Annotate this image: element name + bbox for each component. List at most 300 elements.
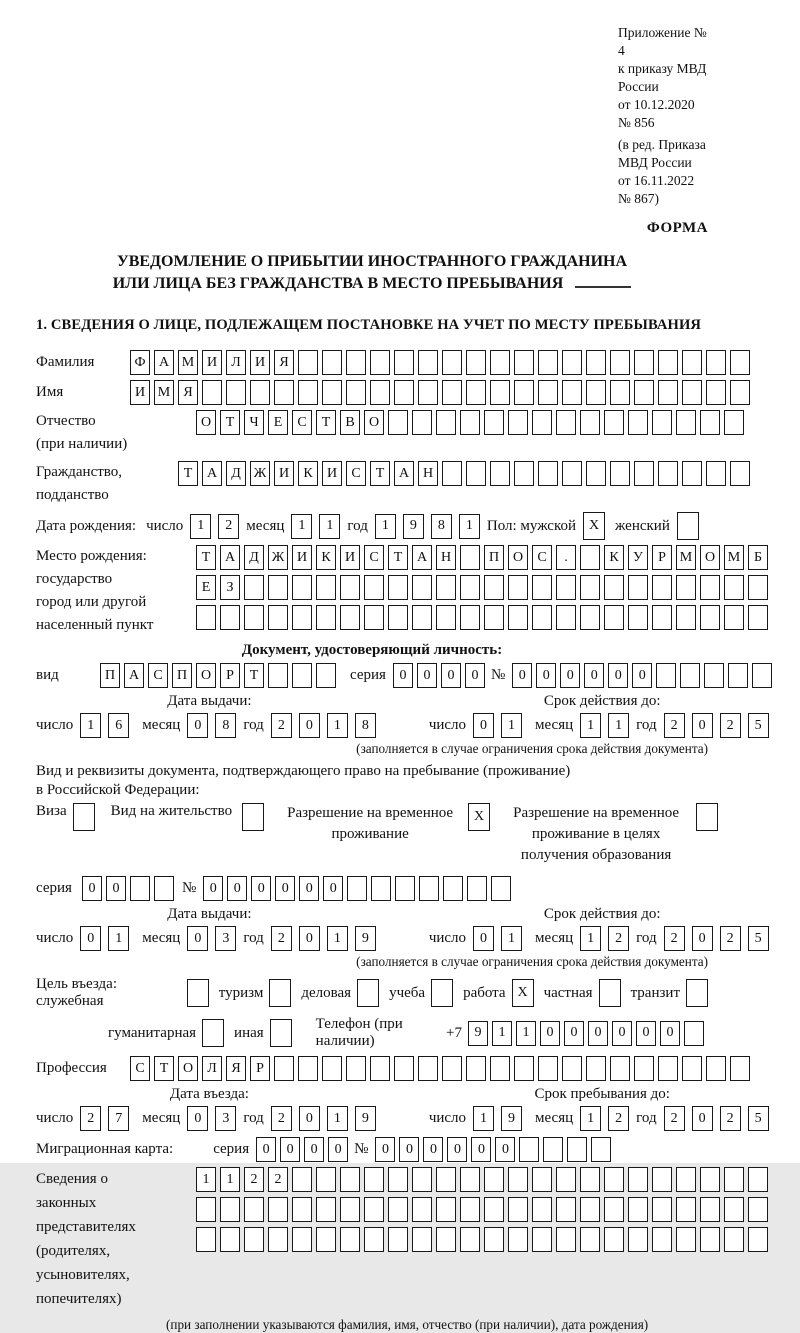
char-cell[interactable] (700, 605, 720, 630)
char-cell[interactable]: 0 (251, 876, 271, 901)
char-cell[interactable]: 2 (720, 1106, 741, 1131)
char-cell[interactable] (242, 803, 264, 831)
char-cell[interactable]: 1 (190, 514, 211, 539)
char-cell[interactable] (298, 1056, 318, 1081)
char-cell[interactable] (538, 461, 558, 486)
char-cell[interactable] (436, 1197, 456, 1222)
char-cell[interactable]: С (532, 545, 552, 570)
char-cell[interactable] (298, 350, 318, 375)
char-cell[interactable]: 0 (588, 1021, 608, 1046)
char-cell[interactable] (340, 1227, 360, 1252)
char-cell[interactable]: 2 (268, 1167, 288, 1192)
char-cell[interactable]: 0 (328, 1137, 348, 1162)
char-cell[interactable]: Т (196, 545, 216, 570)
char-cell[interactable]: 0 (375, 1137, 395, 1162)
char-cell[interactable] (220, 1227, 240, 1252)
char-cell[interactable] (322, 1056, 342, 1081)
char-cell[interactable] (604, 575, 624, 600)
char-cell[interactable] (730, 350, 750, 375)
char-cell[interactable] (226, 380, 246, 405)
char-cell[interactable]: X (468, 803, 490, 831)
char-cell[interactable] (728, 663, 748, 688)
char-cell[interactable] (274, 1056, 294, 1081)
char-cell[interactable] (460, 410, 480, 435)
char-cell[interactable] (268, 605, 288, 630)
char-cell[interactable]: И (322, 461, 342, 486)
char-cell[interactable] (316, 1167, 336, 1192)
char-cell[interactable] (412, 1227, 432, 1252)
char-cell[interactable] (676, 605, 696, 630)
char-cell[interactable] (686, 979, 708, 1007)
char-cell[interactable] (682, 350, 702, 375)
char-cell[interactable]: 0 (560, 663, 580, 688)
char-cell[interactable]: Ч (244, 410, 264, 435)
char-cell[interactable]: М (154, 380, 174, 405)
char-cell[interactable] (652, 1197, 672, 1222)
char-cell[interactable] (244, 1197, 264, 1222)
char-cell[interactable] (652, 1167, 672, 1192)
char-cell[interactable]: 9 (403, 514, 424, 539)
char-cell[interactable]: 0 (473, 926, 494, 951)
char-cell[interactable] (628, 1167, 648, 1192)
char-cell[interactable] (508, 575, 528, 600)
char-cell[interactable] (532, 605, 552, 630)
char-cell[interactable] (316, 1227, 336, 1252)
char-cell[interactable]: С (130, 1056, 150, 1081)
char-cell[interactable]: Р (250, 1056, 270, 1081)
char-cell[interactable]: Я (226, 1056, 246, 1081)
char-cell[interactable]: 0 (299, 713, 320, 738)
char-cell[interactable] (322, 380, 342, 405)
char-cell[interactable]: 9 (501, 1106, 522, 1131)
char-cell[interactable] (364, 1197, 384, 1222)
char-cell[interactable]: И (292, 545, 312, 570)
char-cell[interactable]: Б (748, 545, 768, 570)
char-cell[interactable]: 0 (187, 713, 208, 738)
char-cell[interactable] (388, 575, 408, 600)
char-cell[interactable]: 0 (80, 926, 101, 951)
char-cell[interactable] (460, 545, 480, 570)
char-cell[interactable] (460, 1227, 480, 1252)
char-cell[interactable] (556, 410, 576, 435)
char-cell[interactable]: П (484, 545, 504, 570)
char-cell[interactable] (490, 350, 510, 375)
char-cell[interactable]: О (700, 545, 720, 570)
char-cell[interactable] (292, 1227, 312, 1252)
char-cell[interactable] (532, 410, 552, 435)
char-cell[interactable] (676, 575, 696, 600)
char-cell[interactable]: 0 (299, 1106, 320, 1131)
char-cell[interactable]: 1 (327, 1106, 348, 1131)
char-cell[interactable]: З (220, 575, 240, 600)
char-cell[interactable] (652, 1227, 672, 1252)
char-cell[interactable] (610, 350, 630, 375)
char-cell[interactable]: 0 (393, 663, 413, 688)
char-cell[interactable] (394, 350, 414, 375)
char-cell[interactable] (676, 1197, 696, 1222)
char-cell[interactable] (628, 575, 648, 600)
char-cell[interactable] (700, 1227, 720, 1252)
char-cell[interactable]: С (292, 410, 312, 435)
char-cell[interactable] (268, 663, 288, 688)
char-cell[interactable] (436, 1227, 456, 1252)
char-cell[interactable]: 2 (244, 1167, 264, 1192)
char-cell[interactable] (154, 876, 174, 901)
char-cell[interactable] (580, 410, 600, 435)
char-cell[interactable] (580, 1227, 600, 1252)
char-cell[interactable]: 1 (196, 1167, 216, 1192)
char-cell[interactable] (724, 575, 744, 600)
char-cell[interactable]: 1 (327, 926, 348, 951)
char-cell[interactable] (484, 575, 504, 600)
char-cell[interactable] (364, 1167, 384, 1192)
char-cell[interactable] (412, 605, 432, 630)
char-cell[interactable]: Р (220, 663, 240, 688)
char-cell[interactable] (658, 350, 678, 375)
char-cell[interactable] (677, 512, 699, 540)
char-cell[interactable]: 0 (471, 1137, 491, 1162)
char-cell[interactable]: 2 (720, 926, 741, 951)
char-cell[interactable] (748, 1227, 768, 1252)
char-cell[interactable]: 1 (319, 514, 340, 539)
char-cell[interactable] (431, 979, 453, 1007)
char-cell[interactable] (292, 1197, 312, 1222)
char-cell[interactable]: 0 (636, 1021, 656, 1046)
char-cell[interactable]: 1 (108, 926, 129, 951)
char-cell[interactable] (724, 410, 744, 435)
char-cell[interactable] (388, 1197, 408, 1222)
char-cell[interactable]: 8 (215, 713, 236, 738)
char-cell[interactable] (419, 876, 439, 901)
char-cell[interactable] (187, 979, 209, 1007)
char-cell[interactable]: 1 (580, 1106, 601, 1131)
char-cell[interactable]: 1 (501, 926, 522, 951)
char-cell[interactable]: 0 (612, 1021, 632, 1046)
char-cell[interactable] (700, 575, 720, 600)
char-cell[interactable]: И (340, 545, 360, 570)
char-cell[interactable] (244, 605, 264, 630)
char-cell[interactable] (202, 1019, 224, 1047)
char-cell[interactable]: Я (178, 380, 198, 405)
char-cell[interactable] (316, 1197, 336, 1222)
char-cell[interactable]: Ж (268, 545, 288, 570)
char-cell[interactable]: 0 (275, 876, 295, 901)
char-cell[interactable] (491, 876, 511, 901)
char-cell[interactable]: 1 (459, 514, 480, 539)
char-cell[interactable] (490, 380, 510, 405)
char-cell[interactable] (604, 410, 624, 435)
char-cell[interactable] (658, 380, 678, 405)
char-cell[interactable] (484, 1167, 504, 1192)
char-cell[interactable]: 5 (748, 1106, 769, 1131)
char-cell[interactable]: Т (316, 410, 336, 435)
char-cell[interactable]: И (250, 350, 270, 375)
char-cell[interactable] (322, 350, 342, 375)
char-cell[interactable] (700, 410, 720, 435)
char-cell[interactable] (196, 1197, 216, 1222)
char-cell[interactable] (484, 1197, 504, 1222)
char-cell[interactable]: 2 (664, 1106, 685, 1131)
char-cell[interactable] (556, 1167, 576, 1192)
char-cell[interactable] (460, 1197, 480, 1222)
char-cell[interactable]: 0 (536, 663, 556, 688)
char-cell[interactable]: 2 (608, 926, 629, 951)
char-cell[interactable]: 0 (187, 1106, 208, 1131)
char-cell[interactable] (538, 1056, 558, 1081)
char-cell[interactable] (292, 1167, 312, 1192)
char-cell[interactable]: . (556, 545, 576, 570)
char-cell[interactable]: 0 (417, 663, 437, 688)
char-cell[interactable] (748, 575, 768, 600)
char-cell[interactable]: 8 (355, 713, 376, 738)
char-cell[interactable] (370, 380, 390, 405)
char-cell[interactable] (556, 575, 576, 600)
char-cell[interactable] (73, 803, 95, 831)
char-cell[interactable] (412, 1167, 432, 1192)
char-cell[interactable]: 0 (441, 663, 461, 688)
char-cell[interactable] (680, 663, 700, 688)
char-cell[interactable] (676, 1227, 696, 1252)
char-cell[interactable]: А (412, 545, 432, 570)
char-cell[interactable] (316, 605, 336, 630)
char-cell[interactable] (724, 1197, 744, 1222)
char-cell[interactable] (628, 1227, 648, 1252)
char-cell[interactable]: 9 (355, 1106, 376, 1131)
char-cell[interactable] (346, 380, 366, 405)
char-cell[interactable]: 1 (608, 713, 629, 738)
char-cell[interactable]: 5 (748, 713, 769, 738)
char-cell[interactable] (436, 1167, 456, 1192)
char-cell[interactable] (586, 380, 606, 405)
char-cell[interactable]: Н (436, 545, 456, 570)
char-cell[interactable] (508, 1227, 528, 1252)
char-cell[interactable] (370, 350, 390, 375)
char-cell[interactable]: О (364, 410, 384, 435)
char-cell[interactable]: Л (202, 1056, 222, 1081)
char-cell[interactable] (586, 1056, 606, 1081)
char-cell[interactable] (556, 1197, 576, 1222)
char-cell[interactable] (676, 1167, 696, 1192)
char-cell[interactable] (371, 876, 391, 901)
char-cell[interactable] (395, 876, 415, 901)
char-cell[interactable] (460, 605, 480, 630)
char-cell[interactable]: О (508, 545, 528, 570)
char-cell[interactable] (562, 461, 582, 486)
char-cell[interactable] (752, 663, 772, 688)
char-cell[interactable] (388, 1227, 408, 1252)
char-cell[interactable]: 0 (632, 663, 652, 688)
char-cell[interactable]: 2 (218, 514, 239, 539)
char-cell[interactable] (634, 1056, 654, 1081)
char-cell[interactable] (484, 410, 504, 435)
char-cell[interactable] (652, 410, 672, 435)
char-cell[interactable] (346, 1056, 366, 1081)
char-cell[interactable]: 0 (106, 876, 126, 901)
char-cell[interactable]: 3 (215, 926, 236, 951)
char-cell[interactable] (268, 575, 288, 600)
char-cell[interactable]: И (130, 380, 150, 405)
char-cell[interactable] (556, 1227, 576, 1252)
char-cell[interactable] (532, 1227, 552, 1252)
char-cell[interactable]: О (178, 1056, 198, 1081)
char-cell[interactable] (316, 575, 336, 600)
char-cell[interactable]: Т (220, 410, 240, 435)
char-cell[interactable]: 0 (564, 1021, 584, 1046)
char-cell[interactable] (508, 605, 528, 630)
char-cell[interactable] (292, 605, 312, 630)
char-cell[interactable] (268, 1197, 288, 1222)
char-cell[interactable]: 1 (516, 1021, 536, 1046)
char-cell[interactable] (442, 1056, 462, 1081)
char-cell[interactable] (508, 410, 528, 435)
char-cell[interactable] (467, 876, 487, 901)
char-cell[interactable]: 2 (664, 926, 685, 951)
char-cell[interactable]: Д (244, 545, 264, 570)
char-cell[interactable]: К (298, 461, 318, 486)
char-cell[interactable]: К (316, 545, 336, 570)
char-cell[interactable] (684, 1021, 704, 1046)
char-cell[interactable] (724, 605, 744, 630)
char-cell[interactable] (532, 1197, 552, 1222)
char-cell[interactable] (370, 1056, 390, 1081)
char-cell[interactable]: В (340, 410, 360, 435)
char-cell[interactable]: М (178, 350, 198, 375)
char-cell[interactable] (730, 1056, 750, 1081)
char-cell[interactable] (484, 1227, 504, 1252)
char-cell[interactable]: 2 (271, 926, 292, 951)
char-cell[interactable] (220, 605, 240, 630)
char-cell[interactable] (443, 876, 463, 901)
char-cell[interactable]: 0 (304, 1137, 324, 1162)
char-cell[interactable]: 0 (608, 663, 628, 688)
char-cell[interactable]: 0 (473, 713, 494, 738)
char-cell[interactable]: Т (370, 461, 390, 486)
char-cell[interactable] (466, 1056, 486, 1081)
char-cell[interactable] (580, 605, 600, 630)
char-cell[interactable] (658, 461, 678, 486)
char-cell[interactable] (514, 380, 534, 405)
char-cell[interactable] (364, 575, 384, 600)
char-cell[interactable] (394, 1056, 414, 1081)
char-cell[interactable]: П (100, 663, 120, 688)
char-cell[interactable] (466, 350, 486, 375)
char-cell[interactable] (634, 350, 654, 375)
char-cell[interactable] (388, 1167, 408, 1192)
char-cell[interactable] (562, 380, 582, 405)
char-cell[interactable] (250, 380, 270, 405)
char-cell[interactable]: 0 (227, 876, 247, 901)
char-cell[interactable]: У (628, 545, 648, 570)
char-cell[interactable] (610, 1056, 630, 1081)
char-cell[interactable]: 1 (473, 1106, 494, 1131)
char-cell[interactable] (418, 380, 438, 405)
char-cell[interactable]: Р (652, 545, 672, 570)
char-cell[interactable] (508, 1197, 528, 1222)
char-cell[interactable] (519, 1137, 539, 1162)
char-cell[interactable]: 9 (355, 926, 376, 951)
char-cell[interactable]: Т (244, 663, 264, 688)
char-cell[interactable]: 2 (720, 713, 741, 738)
char-cell[interactable] (538, 350, 558, 375)
char-cell[interactable]: С (364, 545, 384, 570)
char-cell[interactable]: 0 (323, 876, 343, 901)
char-cell[interactable] (270, 1019, 292, 1047)
char-cell[interactable]: А (154, 350, 174, 375)
char-cell[interactable]: М (724, 545, 744, 570)
char-cell[interactable] (700, 1197, 720, 1222)
char-cell[interactable]: Л (226, 350, 246, 375)
char-cell[interactable] (599, 979, 621, 1007)
char-cell[interactable]: 0 (187, 926, 208, 951)
char-cell[interactable] (604, 605, 624, 630)
char-cell[interactable] (364, 605, 384, 630)
char-cell[interactable] (412, 1197, 432, 1222)
char-cell[interactable] (412, 575, 432, 600)
char-cell[interactable] (532, 575, 552, 600)
char-cell[interactable] (652, 575, 672, 600)
char-cell[interactable] (706, 461, 726, 486)
char-cell[interactable] (586, 461, 606, 486)
char-cell[interactable] (508, 1167, 528, 1192)
char-cell[interactable]: 1 (220, 1167, 240, 1192)
char-cell[interactable]: И (274, 461, 294, 486)
char-cell[interactable] (394, 380, 414, 405)
char-cell[interactable] (580, 545, 600, 570)
char-cell[interactable] (490, 1056, 510, 1081)
char-cell[interactable]: 1 (580, 713, 601, 738)
char-cell[interactable] (346, 350, 366, 375)
char-cell[interactable]: 0 (692, 1106, 713, 1131)
char-cell[interactable] (484, 605, 504, 630)
char-cell[interactable]: О (196, 410, 216, 435)
char-cell[interactable]: 0 (447, 1137, 467, 1162)
char-cell[interactable]: 7 (108, 1106, 129, 1131)
char-cell[interactable] (580, 1167, 600, 1192)
char-cell[interactable] (357, 979, 379, 1007)
char-cell[interactable] (130, 876, 150, 901)
char-cell[interactable] (610, 380, 630, 405)
char-cell[interactable] (340, 1197, 360, 1222)
char-cell[interactable] (460, 575, 480, 600)
char-cell[interactable] (460, 1167, 480, 1192)
char-cell[interactable]: П (172, 663, 192, 688)
char-cell[interactable]: А (124, 663, 144, 688)
char-cell[interactable]: X (512, 979, 534, 1007)
char-cell[interactable] (676, 410, 696, 435)
char-cell[interactable]: 0 (299, 876, 319, 901)
char-cell[interactable]: 0 (280, 1137, 300, 1162)
char-cell[interactable] (700, 1167, 720, 1192)
char-cell[interactable] (580, 1197, 600, 1222)
char-cell[interactable] (436, 575, 456, 600)
char-cell[interactable]: 1 (327, 713, 348, 738)
char-cell[interactable]: 0 (495, 1137, 515, 1162)
char-cell[interactable] (436, 605, 456, 630)
char-cell[interactable] (634, 380, 654, 405)
char-cell[interactable]: Е (196, 575, 216, 600)
char-cell[interactable] (628, 1197, 648, 1222)
char-cell[interactable] (658, 1056, 678, 1081)
char-cell[interactable] (316, 663, 336, 688)
char-cell[interactable] (748, 605, 768, 630)
char-cell[interactable]: 3 (215, 1106, 236, 1131)
char-cell[interactable]: 8 (431, 514, 452, 539)
char-cell[interactable] (748, 1167, 768, 1192)
char-cell[interactable]: Е (268, 410, 288, 435)
char-cell[interactable]: 0 (299, 926, 320, 951)
char-cell[interactable]: 0 (203, 876, 223, 901)
char-cell[interactable]: 9 (468, 1021, 488, 1046)
